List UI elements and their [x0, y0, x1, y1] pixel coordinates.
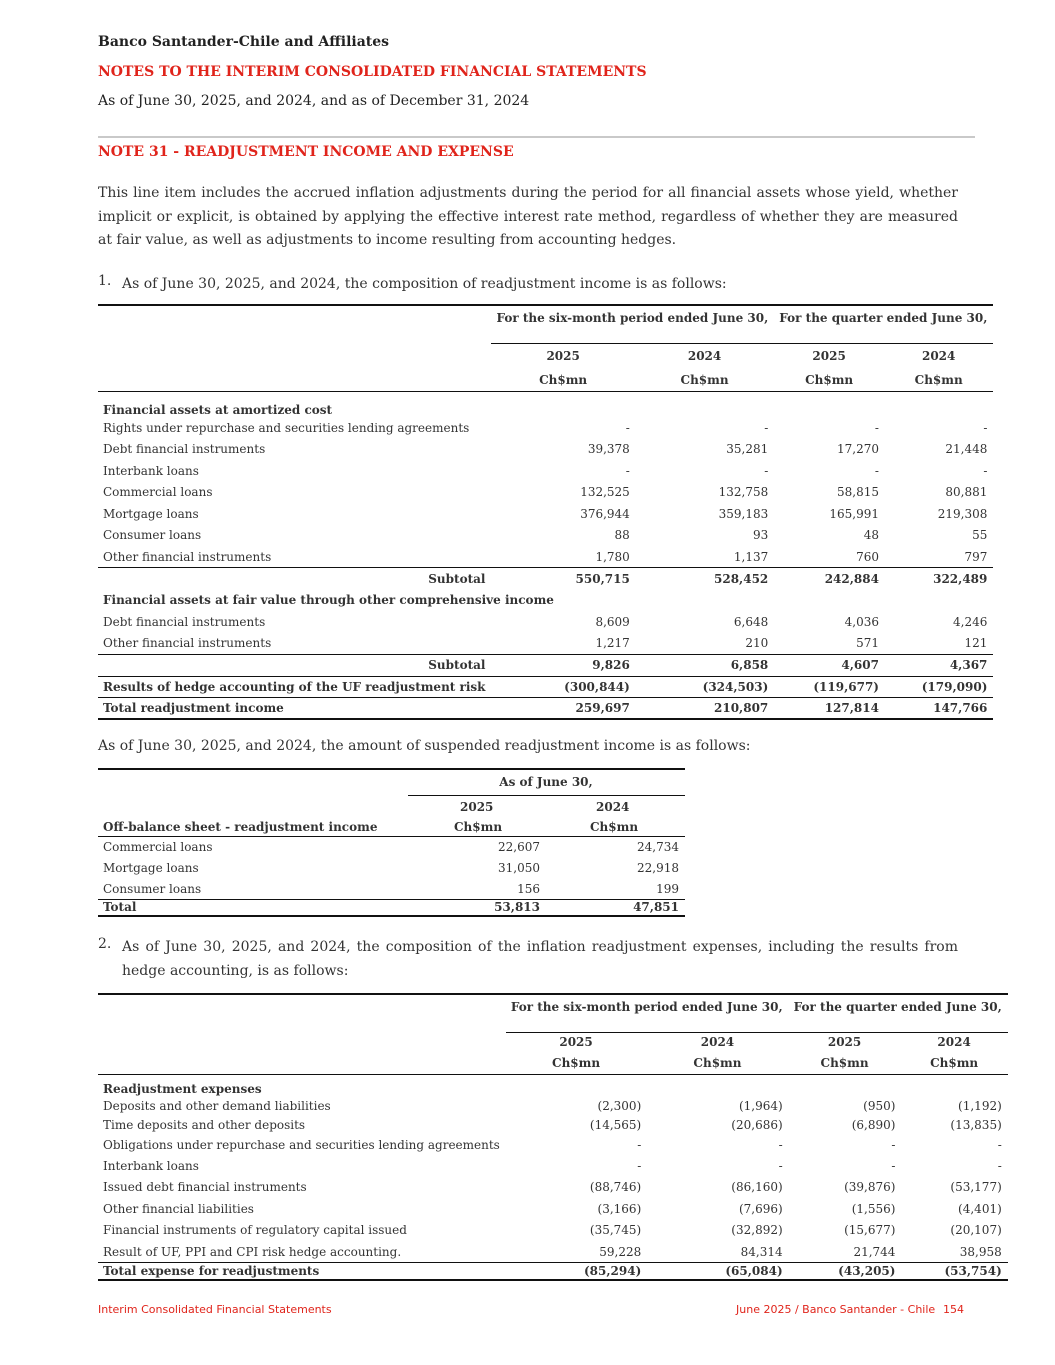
subtotal-label: Subtotal: [428, 571, 486, 586]
year-header: 2024: [687, 349, 722, 364]
unit-header: Ch$mn: [820, 1055, 869, 1070]
group-header-quarter: For the quarter ended June 30,: [774, 305, 993, 343]
section-title-amortized-cost: Financial assets at amortized cost: [103, 403, 333, 417]
item-1-number: 1.: [98, 273, 112, 289]
header-divider: [98, 136, 975, 138]
row-label: Other financial instruments: [103, 549, 272, 564]
page-number: 154: [943, 1303, 964, 1316]
table-row: [98, 1198, 1008, 1220]
cell-value: (20,107): [950, 1223, 1002, 1238]
cell-value: 376,944: [580, 506, 630, 521]
group-header-six-month: For the six-month period ended June 30,: [506, 994, 789, 1032]
cell-value: (4,401): [958, 1201, 1002, 1216]
table-row: [98, 1096, 1008, 1116]
cell-value: 1,780: [595, 549, 630, 564]
table-row: [98, 460, 993, 482]
row-label: Mortgage loans: [103, 506, 199, 521]
cell-value: 21,744: [853, 1244, 896, 1259]
cell-value: -: [625, 463, 630, 478]
row-label: Rights under repurchase and securities lending agreements: [103, 420, 470, 435]
cell-value: 9,826: [592, 658, 630, 672]
cell-value: 84,314: [740, 1244, 783, 1259]
row-label: Other financial liabilities: [103, 1201, 254, 1216]
cell-value: 53,813: [494, 900, 540, 915]
row-label: Result of UF, PPI and CPI risk hedge accounting.: [103, 1244, 402, 1259]
cell-value: (53,754): [944, 1263, 1002, 1278]
cell-value: 210: [745, 636, 769, 650]
cell-value: (1,192): [958, 1098, 1002, 1113]
cell-value: (20,686): [731, 1118, 783, 1133]
readjustment-income-table: [98, 304, 993, 720]
cell-value: 39,378: [587, 442, 630, 457]
row-label: Consumer loans: [103, 881, 202, 896]
year-header: 2024: [921, 349, 956, 364]
table-row: [98, 1116, 1008, 1136]
footer-right: June 2025 / Banco Santander - Chile: [736, 1303, 936, 1316]
cell-value: 55: [972, 528, 988, 543]
total-row: [98, 899, 685, 916]
cell-value: (119,677): [813, 679, 879, 694]
cell-value: 6,648: [733, 614, 769, 629]
row-label: Time deposits and other deposits: [103, 1118, 306, 1133]
unit-header: Ch$mn: [805, 372, 854, 387]
cell-value: 199: [656, 881, 679, 896]
cell-value: 242,884: [824, 571, 879, 586]
row-label: Consumer loans: [103, 528, 202, 543]
cell-value: 1,217: [595, 636, 630, 650]
year-header: 2024: [937, 1035, 971, 1050]
cell-value: 550,715: [575, 571, 630, 586]
row-label: Other financial instruments: [103, 636, 272, 650]
cell-value: 21,448: [945, 442, 988, 457]
year-header: 2025: [827, 1035, 862, 1050]
table-row: [98, 546, 993, 568]
hedge-row: [98, 676, 993, 698]
cell-value: (7,696): [738, 1201, 783, 1216]
row-label: Total expense for readjustments: [103, 1263, 320, 1278]
cell-value: -: [778, 1138, 783, 1152]
table-row: [98, 879, 685, 899]
year-header: 2025: [460, 799, 494, 814]
cell-value: -: [778, 1158, 783, 1173]
subtotal-row: [98, 654, 993, 676]
row-label: Deposits and other demand liabilities: [103, 1098, 331, 1113]
row-label: Mortgage loans: [103, 861, 199, 876]
cell-value: (300,844): [564, 679, 630, 694]
section-title-fvoci: Financial assets at fair value through other comprehensive income: [103, 593, 554, 608]
subtotal-row: [98, 568, 993, 590]
cell-value: (950): [863, 1098, 896, 1113]
unit-header: Ch$mn: [590, 819, 639, 834]
cell-value: 48: [863, 528, 879, 543]
total-row: [98, 698, 993, 720]
year-header: 2024: [596, 799, 630, 814]
cell-value: (1,964): [738, 1098, 783, 1113]
cell-value: -: [764, 463, 769, 478]
year-header: 2024: [700, 1035, 735, 1050]
cell-value: 24,734: [637, 840, 679, 854]
cell-value: 147,766: [933, 701, 988, 715]
cell-value: 22,607: [498, 840, 540, 854]
cell-value: -: [983, 463, 988, 478]
cell-value: 93: [753, 528, 769, 543]
subtotal-label: Subtotal: [428, 658, 486, 672]
row-label: Results of hedge accounting of the UF readjustment risk: [103, 679, 486, 694]
group-header-as-of: As of June 30,: [408, 769, 685, 795]
unit-header: Ch$mn: [552, 1055, 601, 1070]
note-title: NOTE 31 - READJUSTMENT INCOME AND EXPENSE: [98, 144, 514, 160]
cell-value: (14,565): [589, 1118, 642, 1133]
cell-value: 156: [517, 881, 540, 896]
unit-header: Ch$mn: [539, 372, 588, 387]
cell-value: (3,166): [597, 1201, 642, 1216]
cell-value: -: [874, 420, 879, 435]
cell-value: -: [874, 463, 879, 478]
row-label: Commercial loans: [103, 485, 213, 500]
unit-header: Ch$mn: [914, 372, 963, 387]
table-row: [98, 633, 993, 655]
cell-value: 38,958: [959, 1244, 1002, 1259]
row-label: Interbank loans: [103, 463, 199, 478]
cell-value: (324,503): [702, 679, 769, 694]
cell-value: -: [637, 1158, 642, 1173]
cell-value: -: [983, 420, 988, 435]
cell-value: 127,814: [824, 701, 879, 715]
cell-value: (15,677): [844, 1223, 896, 1238]
table-row: [98, 1177, 1008, 1199]
row-label: Debt financial instruments: [103, 442, 266, 457]
row-label: Commercial loans: [103, 840, 213, 854]
cell-value: 58,815: [836, 485, 879, 500]
cell-value: 121: [964, 636, 988, 650]
cell-value: 165,991: [829, 506, 879, 521]
cell-value: (1,556): [851, 1201, 896, 1216]
cell-value: (32,892): [731, 1223, 783, 1238]
cell-value: 322,489: [933, 571, 988, 586]
cell-value: 219,308: [937, 506, 988, 521]
item-2: [98, 936, 958, 984]
row-label: Total: [103, 900, 137, 915]
row-header: Off-balance sheet - readjustment income: [103, 819, 378, 834]
table-row: [98, 858, 685, 880]
cell-value: (6,890): [851, 1118, 896, 1133]
cell-value: 8,609: [595, 614, 630, 629]
cell-value: 259,697: [575, 701, 630, 715]
cell-value: 4,036: [844, 614, 879, 629]
cell-value: (65,084): [725, 1263, 783, 1278]
cell-value: 88: [614, 528, 630, 543]
cell-value: (2,300): [597, 1098, 642, 1113]
cell-value: (88,746): [589, 1180, 642, 1195]
cell-value: -: [891, 1158, 896, 1173]
footer-left: Interim Consolidated Financial Statements: [98, 1303, 332, 1316]
cell-value: 80,881: [945, 485, 988, 500]
cell-value: -: [764, 420, 769, 435]
row-label: Financial instruments of regulatory capital issued: [103, 1223, 407, 1238]
table-row: [98, 1241, 1008, 1263]
row-label: Interbank loans: [103, 1158, 199, 1173]
row-label: Issued debt financial instruments: [103, 1180, 307, 1195]
table-row: [98, 439, 993, 461]
cell-value: 4,607: [841, 658, 879, 672]
readjustment-expenses-table: [98, 993, 1008, 1281]
table-row: [98, 525, 993, 547]
item-2-text: As of June 30, 2025, and 2024, the composition of the inflation readjustment expenses, including the results from hedge accounting, is as follows:: [122, 939, 958, 979]
item-1-text: As of June 30, 2025, and 2024, the composition of readjustment income is as follows:: [122, 276, 727, 292]
table-row: [98, 417, 993, 439]
cell-value: 35,281: [726, 442, 769, 457]
year-header: 2025: [812, 349, 846, 364]
cell-value: (35,745): [589, 1223, 642, 1238]
intro-paragraph: This line item includes the accrued inflation adjustments during the period for all financial assets whose yield, whether implicit or explicit, is obtained by applying the effective interest rate method, regardless of whether they are measured at fair value, as well as adjustments to income resulting from accounting hedges.: [98, 185, 958, 248]
suspended-income-table: [98, 768, 685, 917]
cell-value: 571: [856, 636, 879, 650]
cell-value: (13,835): [950, 1118, 1002, 1133]
cell-value: 132,758: [718, 485, 769, 500]
cell-value: 4,246: [953, 614, 988, 629]
cell-value: 4,367: [949, 658, 988, 672]
row-label: Debt financial instruments: [103, 614, 266, 629]
cell-value: -: [997, 1158, 1002, 1173]
unit-header: Ch$mn: [680, 372, 729, 387]
cell-value: 17,270: [836, 442, 879, 457]
cell-value: (43,205): [838, 1263, 896, 1278]
cell-value: 797: [964, 549, 988, 564]
section-title-expenses: Readjustment expenses: [103, 1082, 262, 1096]
cell-value: (179,090): [921, 679, 988, 694]
cell-value: 760: [856, 549, 879, 564]
group-header-six-month: For the six-month period ended June 30,: [491, 305, 774, 343]
cell-value: -: [637, 1138, 642, 1152]
cell-value: 6,858: [730, 658, 769, 672]
unit-header: Ch$mn: [930, 1055, 979, 1070]
cell-value: (86,160): [731, 1180, 783, 1195]
table-row: [98, 1155, 1008, 1177]
cell-value: 59,228: [599, 1244, 642, 1259]
notes-title: NOTES TO THE INTERIM CONSOLIDATED FINANCIAL STATEMENTS: [98, 64, 647, 80]
year-header: 2025: [559, 1035, 593, 1050]
cell-value: 22,918: [637, 861, 679, 876]
item-1: [98, 273, 958, 297]
cell-value: 31,050: [498, 861, 540, 876]
cell-value: 528,452: [714, 571, 769, 586]
cell-value: (53,177): [950, 1180, 1002, 1195]
cell-value: 359,183: [718, 506, 769, 521]
table-row: [98, 503, 993, 525]
cell-value: -: [997, 1138, 1002, 1152]
row-label: Obligations under repurchase and securities lending agreements: [103, 1138, 500, 1152]
cell-value: -: [625, 420, 630, 435]
cell-value: (39,876): [844, 1180, 896, 1195]
cell-value: 210,807: [714, 701, 769, 715]
cell-value: 1,137: [733, 549, 769, 564]
cell-value: (85,294): [583, 1263, 642, 1278]
table-row: [98, 1220, 1008, 1242]
table-row: [98, 611, 993, 633]
cell-value: -: [891, 1138, 896, 1152]
cell-value: 47,851: [633, 900, 679, 915]
cell-value: 132,525: [580, 485, 630, 500]
table-row: [98, 836, 685, 858]
date-line: As of June 30, 2025, and 2024, and as of December 31, 2024: [98, 93, 530, 109]
table-row: [98, 482, 993, 504]
suspended-paragraph: As of June 30, 2025, and 2024, the amount of suspended readjustment income is as follows:: [98, 738, 751, 754]
table-row: [98, 1135, 1008, 1155]
year-header: 2025: [546, 349, 580, 364]
total-row: [98, 1263, 1008, 1280]
group-header-quarter: For the quarter ended June 30,: [789, 994, 1008, 1032]
unit-header: Ch$mn: [693, 1055, 742, 1070]
company-name: Banco Santander-Chile and Affiliates: [98, 34, 390, 50]
unit-header: Ch$mn: [454, 819, 503, 834]
row-label: Total readjustment income: [103, 701, 284, 715]
item-2-number: 2.: [98, 936, 112, 952]
